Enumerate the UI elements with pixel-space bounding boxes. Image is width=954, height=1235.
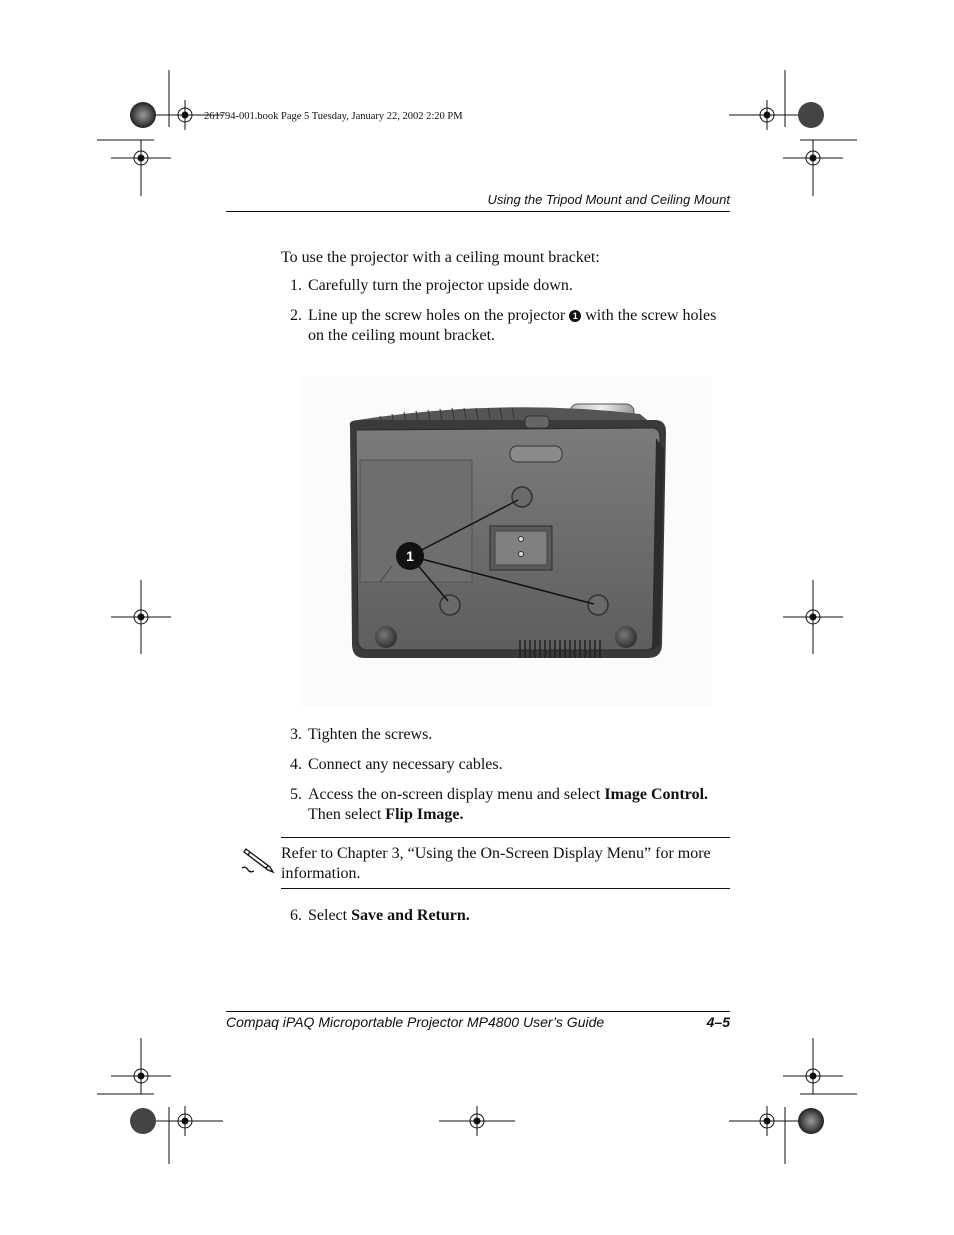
step-number: 1. xyxy=(290,277,302,294)
note-text: Refer to Chapter 3, “Using the On-Screen Display Menu” for more information. xyxy=(281,845,711,882)
step-text: Connect any necessary cables. xyxy=(308,756,503,773)
callout-1-icon: 1 xyxy=(569,310,581,322)
step-text: Select Save and Return. xyxy=(308,907,470,924)
step-text: Carefully turn the projector upside down. xyxy=(308,277,573,294)
step-text: Tighten the screws. xyxy=(308,726,433,743)
figure-callout-label: 1 xyxy=(406,548,414,564)
step-number: 6. xyxy=(290,907,302,924)
pencil-note-icon xyxy=(240,846,276,876)
projector-bottom-figure xyxy=(300,376,712,706)
note-bottom-rule xyxy=(281,888,730,889)
footer-title: Compaq iPAQ Microportable Projector MP4800 User’s Guide xyxy=(226,1014,605,1030)
intro-paragraph: To use the projector with a ceiling mount bracket: xyxy=(281,249,600,266)
step-text: Line up the screw holes on the projector 1 with the screw holes on the ceiling mount bracket. xyxy=(308,307,717,344)
step-number: 2. xyxy=(290,307,302,324)
step-text: Access the on-screen display menu and select Image Control. Then select Flip Image. xyxy=(308,786,709,823)
running-header: Using the Tripod Mount and Ceiling Mount xyxy=(487,192,730,207)
note-top-rule xyxy=(281,837,730,838)
print-slug: 261794-001.book Page 5 Tuesday, January 22, 2002 2:20 PM xyxy=(204,111,463,122)
page-number: 4–5 xyxy=(706,1014,730,1030)
step-number: 3. xyxy=(290,726,302,743)
footer-rule xyxy=(226,1011,730,1012)
step-number: 4. xyxy=(290,756,302,773)
step-number: 5. xyxy=(290,786,302,803)
header-rule xyxy=(226,211,730,212)
